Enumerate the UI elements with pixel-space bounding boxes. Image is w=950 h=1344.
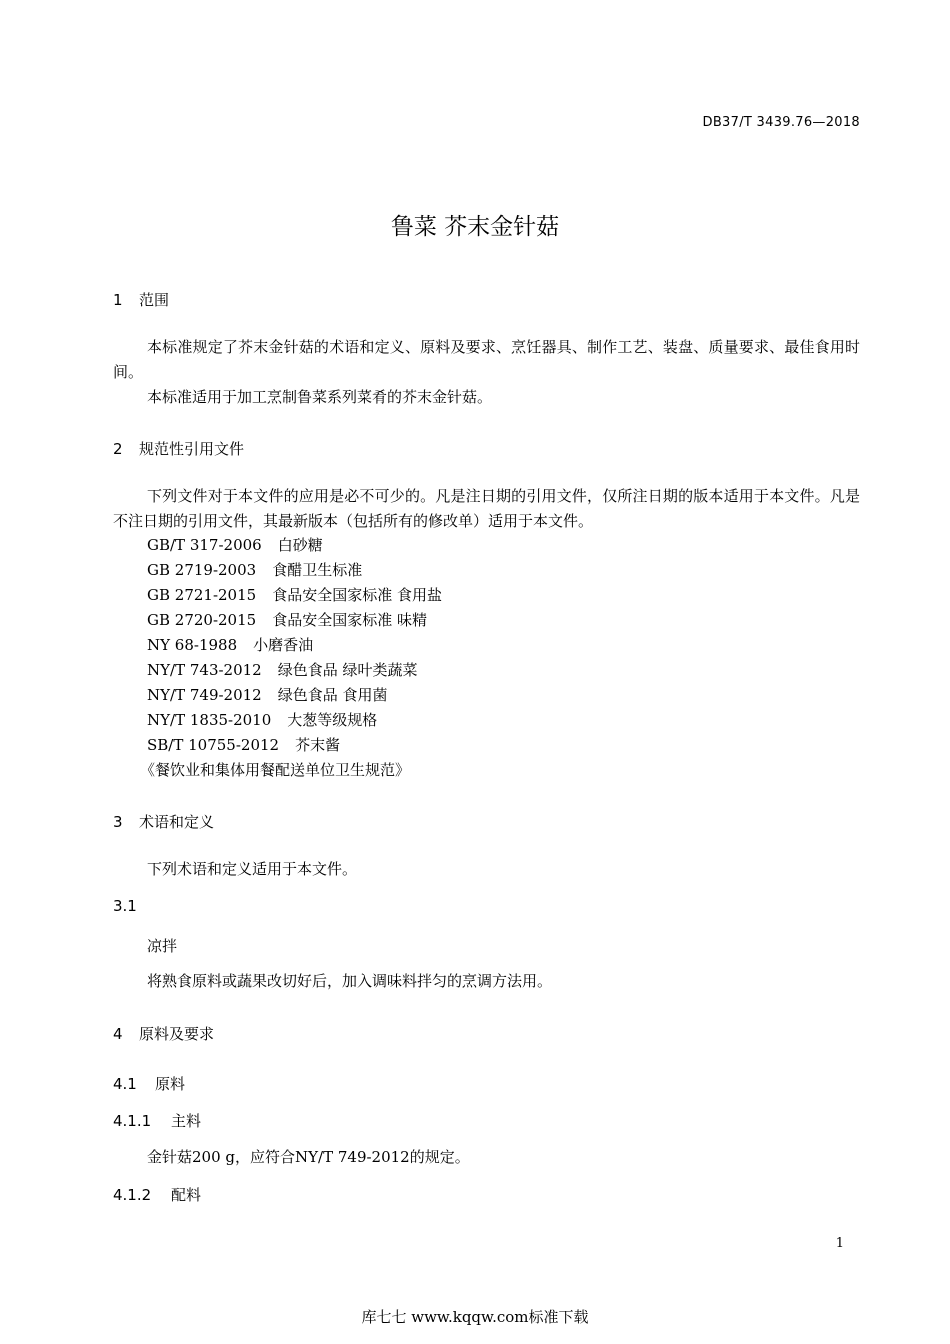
section-title: 术语和定义 — [139, 813, 215, 831]
reference-item — [147, 659, 418, 680]
reference-item — [147, 609, 427, 630]
reference-code: GB 2721-2015 — [147, 586, 257, 604]
reference-name: 食品安全国家标准 味精 — [272, 611, 427, 629]
main-ingredient-text: 金针菇200 g，应符合NY/T 749-2012的规定。 — [147, 1148, 470, 1166]
section-title: 规范性引用文件 — [139, 440, 245, 458]
subsubsection-number: 4.1.1 — [113, 1112, 152, 1130]
reference-code: NY/T 743-2012 — [147, 661, 262, 679]
subsection-heading — [113, 1073, 185, 1094]
term-name: 凉拌 — [147, 937, 178, 955]
reference-name: 食品安全国家标准 食用盐 — [272, 586, 442, 604]
page-number: 1 — [835, 1236, 844, 1251]
reference-name: 绿色食品 食用菌 — [277, 686, 388, 704]
reference-code: NY/T 1835-2010 — [147, 711, 272, 729]
reference-code: NY 68-1988 — [147, 636, 238, 654]
reference-code: GB 2720-2015 — [147, 611, 257, 629]
reference-name: 小磨香油 — [253, 636, 314, 654]
section-heading-2 — [113, 438, 244, 459]
section-title: 原料及要求 — [139, 1025, 215, 1043]
reference-name: 食醋卫生标准 — [272, 561, 363, 579]
scope-paragraph-2: 本标准适用于加工烹制鲁菜系列菜肴的芥末金针菇。 — [147, 388, 493, 406]
reference-item — [147, 584, 442, 605]
subsubsection-heading — [113, 1110, 201, 1131]
subsection-title: 原料 — [155, 1075, 186, 1093]
section-heading-3 — [113, 811, 214, 832]
reference-code: GB 2719-2003 — [147, 561, 257, 579]
reference-item: 《餐饮业和集体用餐配送单位卫生规范》 — [140, 761, 411, 779]
reference-name: 绿色食品 绿叶类蔬菜 — [277, 661, 418, 679]
reference-item — [147, 734, 340, 755]
footer-watermark: 库七七 www.kqqw.com标准下载 — [361, 1308, 589, 1326]
reference-code: NY/T 749-2012 — [147, 686, 262, 704]
reference-name: 芥末酱 — [295, 736, 341, 754]
reference-item — [147, 634, 313, 655]
section-heading-4 — [113, 1023, 214, 1044]
clause-number: 3.1 — [113, 897, 137, 915]
reference-code: GB/T 317-2006 — [147, 536, 262, 554]
reference-item — [147, 559, 362, 580]
page-title: 鲁菜 芥末金针菇 — [390, 214, 560, 240]
reference-item — [147, 534, 323, 555]
terms-intro-paragraph: 下列术语和定义适用于本文件。 — [147, 860, 358, 878]
subsection-number: 4.1 — [113, 1075, 137, 1093]
reference-item — [147, 709, 377, 730]
section-heading-1 — [113, 289, 169, 310]
term-definition: 将熟食原料或蔬果改切好后，加入调味料拌匀的烹调方法用。 — [147, 972, 553, 990]
reference-code: SB/T 10755-2012 — [147, 736, 280, 754]
reference-name: 大葱等级规格 — [287, 711, 378, 729]
subsubsection-heading — [113, 1184, 201, 1205]
section-title: 范围 — [139, 291, 170, 309]
document-code: DB37/T 3439.76—2018 — [702, 115, 860, 130]
reference-name: 白砂糖 — [277, 536, 323, 554]
section-number: 3 — [113, 813, 123, 831]
section-number: 1 — [113, 291, 123, 309]
section-number: 2 — [113, 440, 123, 458]
subsubsection-title: 主料 — [171, 1112, 202, 1130]
section-number: 4 — [113, 1025, 123, 1043]
scope-paragraph-1: 本标准规定了芥末金针菇的术语和定义、原料及要求、烹饪器具、制作工艺、装盘、质量要求、最佳食用时间。 — [113, 338, 860, 381]
reference-item — [147, 684, 388, 705]
references-intro-paragraph: 下列文件对于本文件的应用是必不可少的。凡是注日期的引用文件，仅所注日期的版本适用于本文件。凡是不注日期的引用文件，其最新版本（包括所有的修改单）适用于本文件。 — [113, 487, 860, 530]
subsubsection-title: 配料 — [171, 1186, 202, 1204]
subsubsection-number: 4.1.2 — [113, 1186, 152, 1204]
